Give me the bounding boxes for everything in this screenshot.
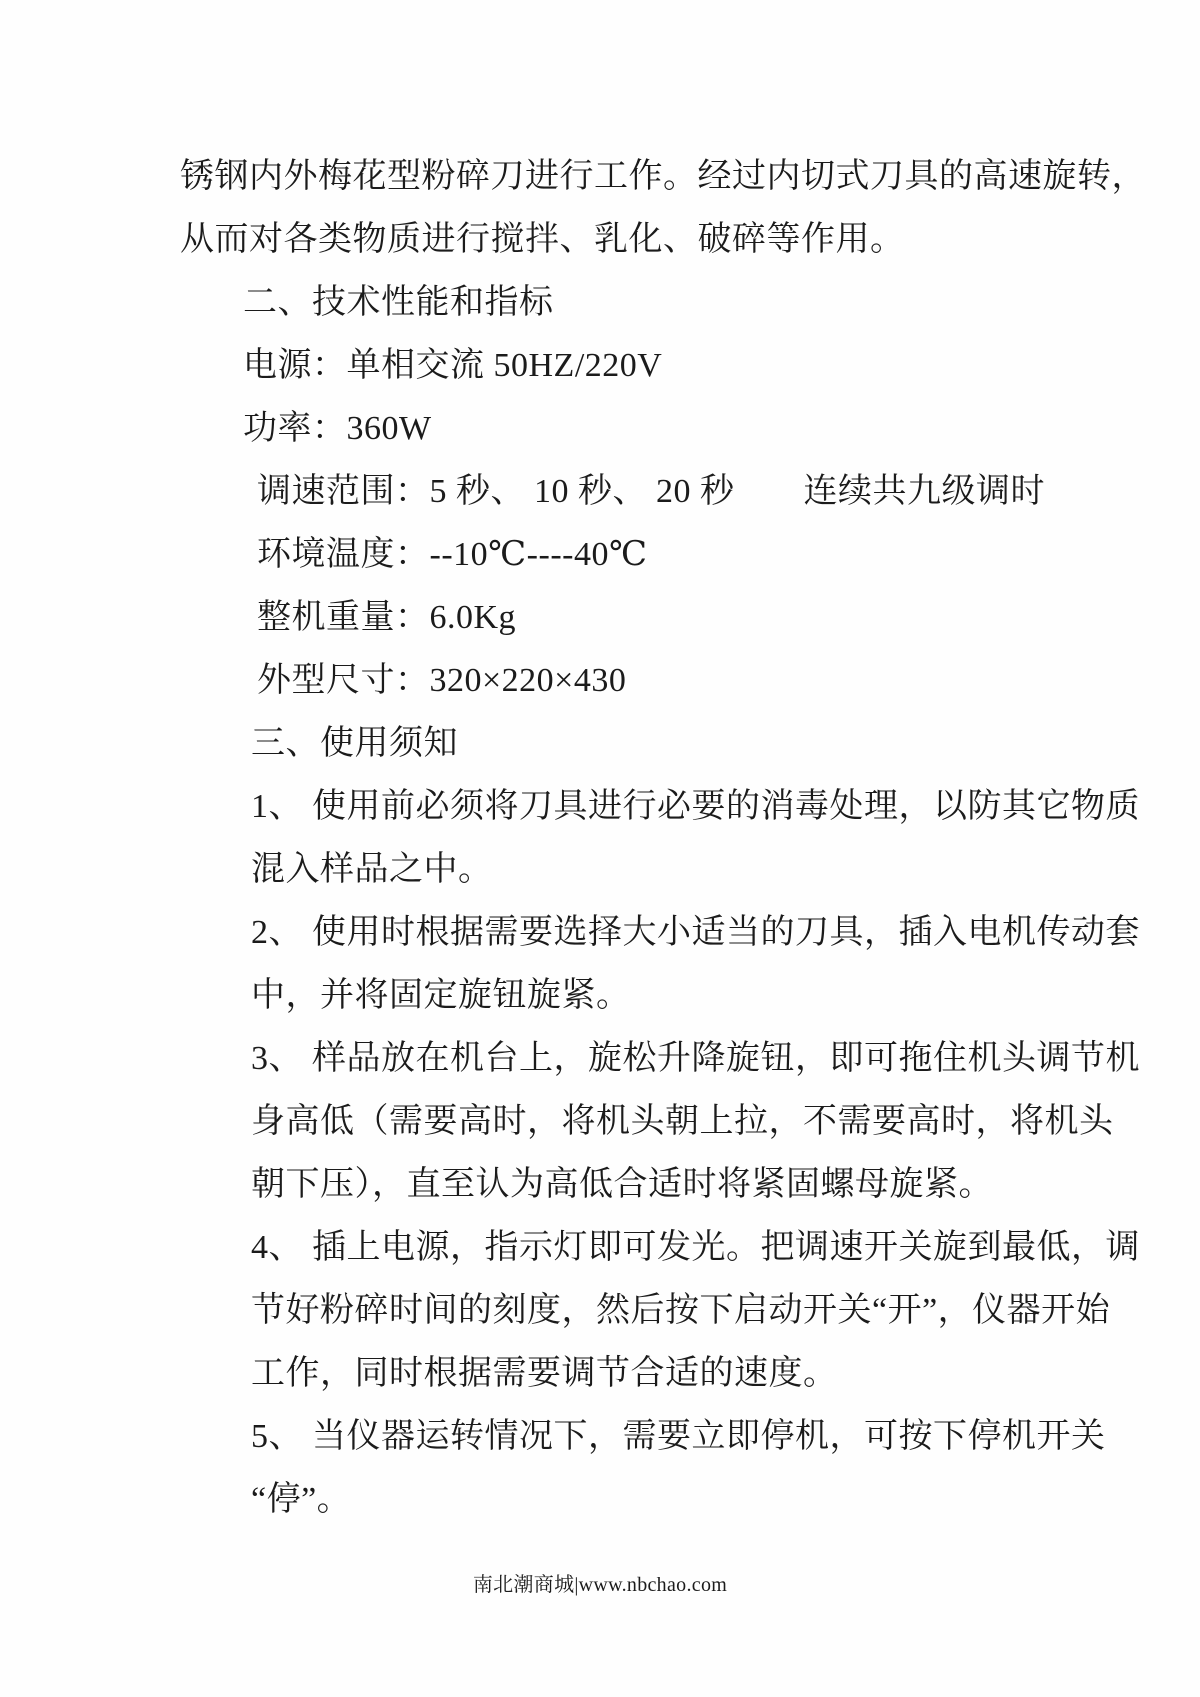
document-line-1: 锈钢内外梅花型粉碎刀进行工作。经过内切式刀具的高速旋转， xyxy=(180,158,1146,195)
instruction-item-1-cont: 混入样品之中。 xyxy=(251,851,493,888)
spec-power-supply: 电源：单相交流 50HZ/220V xyxy=(243,347,663,384)
section-heading-3: 三、使用须知 xyxy=(251,725,458,762)
instruction-item-3: 3、 样品放在机台上，旋松升降旋钮，即可拖住机头调节机 xyxy=(251,1040,1140,1077)
spec-ambient-temperature: 环境温度：--10℃----40℃ xyxy=(257,536,648,573)
instruction-item-5-cont: “停”。 xyxy=(251,1481,352,1518)
spec-dimensions: 外型尺寸：320×220×430 xyxy=(257,662,627,699)
instruction-item-2: 2、 使用时根据需要选择大小适当的刀具，插入电机传动套 xyxy=(251,914,1140,951)
document-body xyxy=(180,145,1160,1531)
instruction-item-1: 1、 使用前必须将刀具进行必要的消毒处理，以防其它物质 xyxy=(251,788,1140,825)
instruction-item-3-cont-2: 朝下压），直至认为高低合适时将紧固螺母旋紧。 xyxy=(251,1166,993,1203)
footer-watermark: 南北潮商城|www.nbchao.com xyxy=(472,1574,728,1596)
spec-weight: 整机重量：6.0Kg xyxy=(257,599,517,636)
document-line-2: 从而对各类物质进行搅拌、乳化、破碎等作用。 xyxy=(180,221,905,258)
spec-speed-range: 调速范围：5 秒、 10 秒、 20 秒 连续共九级调时 xyxy=(257,473,1045,510)
instruction-item-4: 4、 插上电源，指示灯即可发光。把调速开关旋到最低，调 xyxy=(251,1229,1140,1266)
instruction-item-4-cont-2: 工作，同时根据需要调节合适的速度。 xyxy=(251,1355,838,1392)
section-heading-2: 二、技术性能和指标 xyxy=(243,284,554,321)
instruction-item-4-cont-1: 节好粉碎时间的刻度，然后按下启动开关“开”，仪器开始 xyxy=(251,1292,1111,1329)
instruction-item-5: 5、 当仪器运转情况下，需要立即停机，可按下停机开关 xyxy=(251,1418,1106,1455)
spec-wattage: 功率：360W xyxy=(243,410,432,447)
instruction-item-3-cont-1: 身高低（需要高时，将机头朝上拉，不需要高时，将机头 xyxy=(251,1103,1114,1140)
instruction-item-2-cont: 中，并将固定旋钮旋紧。 xyxy=(251,977,631,1014)
